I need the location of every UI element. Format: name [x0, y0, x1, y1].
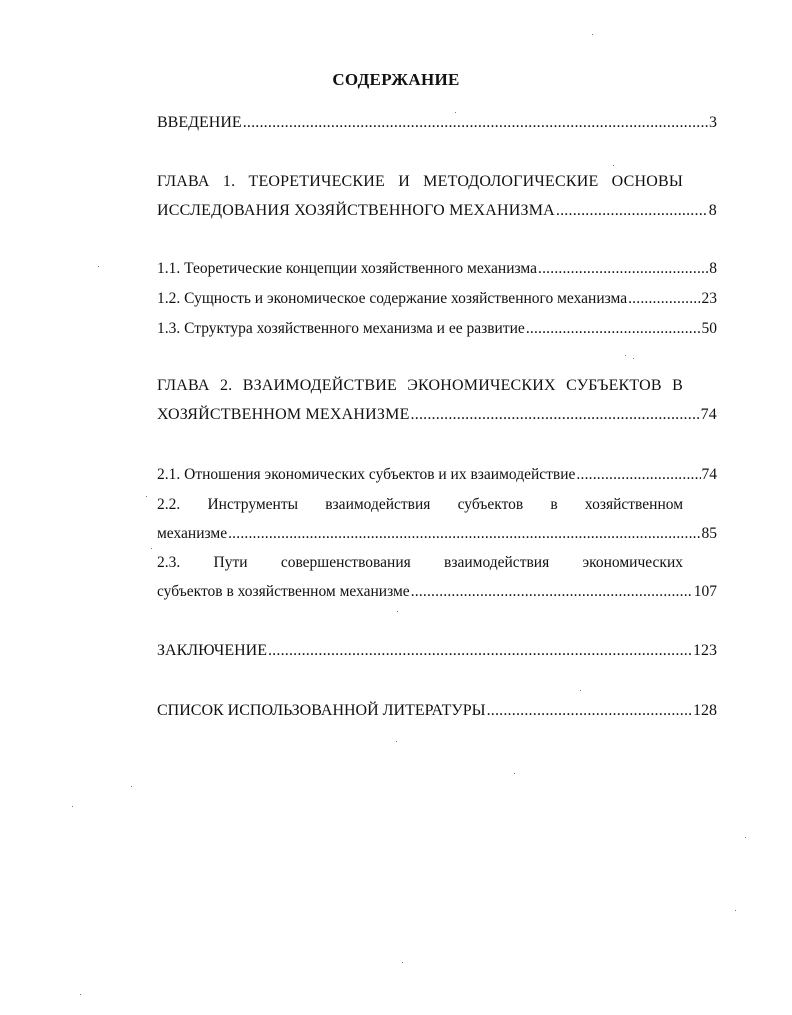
toc-label: субъектов в хозяйственном механизме [157, 583, 410, 600]
dot-leader [411, 406, 700, 424]
chapter2-heading-line1[interactable]: ГЛАВА 2. ВЗАИМОДЕЙСТВИЕ ЭКОНОМИЧЕСКИХ СУБЪЕКТОВ В [157, 377, 683, 394]
dot-leader [487, 702, 692, 720]
scan-speck [580, 690, 581, 691]
scan-speck [151, 548, 152, 549]
scan-speck [131, 786, 132, 787]
scan-speck [625, 355, 626, 356]
scan-speck [98, 266, 99, 267]
scan-speck [72, 806, 73, 807]
toc-entry-chapter2[interactable] [157, 406, 717, 424]
dot-leader [411, 583, 693, 601]
toc-page-number: 3 [709, 114, 717, 131]
toc-entry-chapter1[interactable] [157, 202, 717, 220]
toc-page-number: 107 [693, 583, 717, 600]
dot-leader [268, 642, 692, 660]
toc-label: механизме [157, 525, 228, 542]
toc-page-number: 23 [701, 290, 717, 307]
dot-leader [576, 466, 700, 484]
toc-page-number: 128 [693, 702, 717, 719]
dot-leader [628, 290, 700, 308]
section-2-3-line1[interactable]: 2.3. Пути совершенствования взаимодействия экономических [157, 554, 683, 571]
toc-label: ВВЕДЕНИЕ [157, 114, 242, 131]
toc-entry-section-1-3[interactable] [157, 320, 717, 338]
toc-label: 1.1. Теоретические концепции хозяйственного механизма [157, 260, 538, 277]
dot-leader [526, 320, 701, 338]
toc-page-number: 74 [701, 466, 717, 483]
toc-label: ЗАКЛЮЧЕНИЕ [157, 642, 267, 659]
toc-entry-references[interactable] [157, 702, 717, 720]
scan-speck [514, 773, 515, 774]
toc-label: 2.1. Отношения экономических субъектов и их взаимодействие [157, 466, 576, 483]
scan-speck [613, 165, 614, 166]
scan-speck [455, 112, 456, 113]
section-2-2-line1[interactable]: 2.2. Инструменты взаимодействия субъектов в хозяйственном [157, 496, 683, 513]
toc-page-number: 50 [701, 320, 717, 337]
dot-leader [538, 260, 708, 278]
toc-entry-intro[interactable] [157, 114, 717, 132]
page-title: СОДЕРЖАНИЕ [332, 70, 460, 89]
toc-page-number: 8 [709, 260, 717, 277]
chapter1-heading-line1[interactable]: ГЛАВА 1. ТЕОРЕТИЧЕСКИЕ И МЕТОДОЛОГИЧЕСКИЕ ОСНОВЫ [157, 173, 683, 190]
scan-speck [80, 994, 81, 995]
toc-entry-conclusion[interactable] [157, 642, 717, 660]
toc-label: 1.2. Сущность и экономическое содержание хозяйственного механизма [157, 290, 628, 307]
dot-leader [228, 525, 700, 543]
toc-entry-section-2-3[interactable] [157, 583, 717, 601]
scan-speck [397, 611, 398, 612]
toc-entry-section-2-1[interactable] [157, 466, 717, 484]
dot-leader [243, 114, 708, 132]
toc-label: ХОЗЯЙСТВЕННОМ МЕХАНИЗМЕ [157, 406, 410, 423]
toc-page-number: 74 [700, 406, 717, 423]
scan-speck [592, 34, 593, 35]
scan-speck [633, 358, 634, 359]
scan-speck [146, 496, 147, 497]
scan-speck [396, 741, 397, 742]
toc-page-number: 8 [708, 202, 717, 219]
scan-speck [735, 910, 736, 911]
toc-entry-section-1-2[interactable] [157, 290, 717, 308]
dot-leader [556, 202, 708, 220]
toc-page-number: 123 [693, 642, 717, 659]
toc-label: ИССЛЕДОВАНИЯ ХОЗЯЙСТВЕННОГО МЕХАНИЗМА [157, 202, 555, 219]
toc-entry-section-1-1[interactable] [157, 260, 717, 278]
toc-page-number: 85 [701, 525, 717, 542]
toc-label: СПИСОК ИСПОЛЬЗОВАННОЙ ЛИТЕРАТУРЫ [157, 702, 486, 719]
scan-speck [402, 962, 403, 963]
scan-speck [745, 837, 746, 838]
toc-entry-section-2-2[interactable] [157, 525, 717, 543]
toc-label: 1.3. Структура хозяйственного механизма и ее развитие [157, 320, 525, 337]
